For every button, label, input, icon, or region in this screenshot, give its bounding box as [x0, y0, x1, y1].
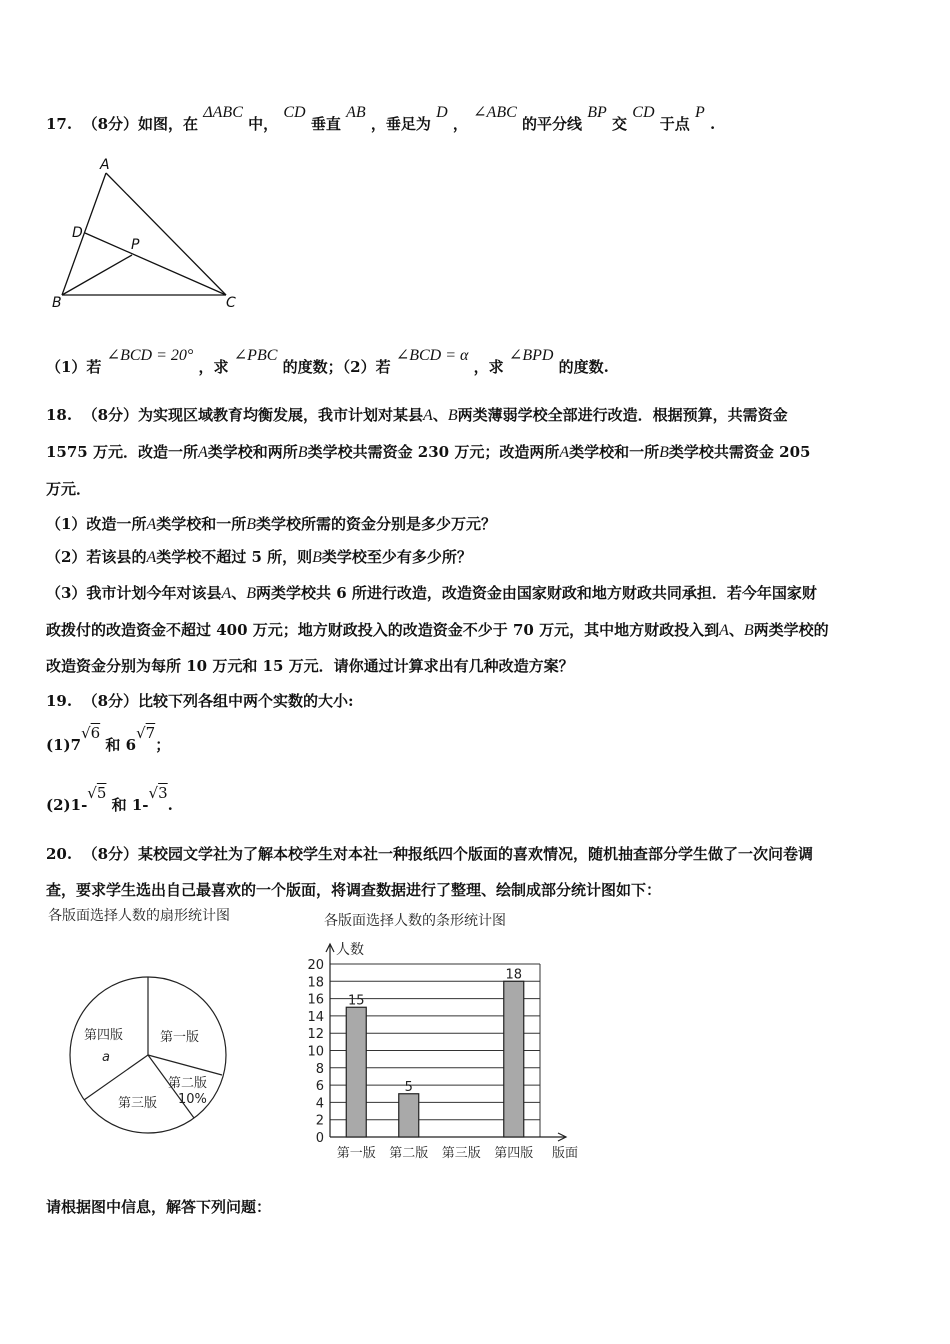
q18-text: 、	[432, 406, 448, 424]
q18-text: 类学校共需资金 205	[668, 443, 811, 461]
q18-score: （8分）	[82, 406, 138, 424]
bar-value-label: 18	[505, 967, 523, 983]
q19-part1: (1)7√6 和 6√7；	[46, 724, 171, 754]
pie-chart	[60, 975, 240, 1135]
q17-text: 中，	[248, 115, 279, 133]
q18-text: 类学校所需的资金分别是多少万元？	[256, 515, 497, 533]
q20-line2: 查，要求学生选出自己最喜欢的一个版面，将调查数据进行了整理、绘制成部分统计图如下：	[46, 881, 662, 899]
x-axis-label: 版面	[552, 1146, 579, 1161]
q19-text: 比较下列各组中两个实数的大小:	[138, 692, 354, 710]
side-ab	[62, 173, 106, 295]
q18-math: A	[559, 444, 570, 461]
q18-math: B	[246, 516, 257, 533]
q17-text: 如图，在	[138, 115, 199, 133]
q18-math: B	[743, 622, 754, 639]
q18-math: B	[659, 444, 669, 461]
q18-line1	[46, 404, 788, 425]
y-tick-label: 10	[307, 1044, 324, 1060]
q17-math: CD	[283, 104, 306, 121]
q17-math: D	[436, 104, 448, 121]
pie-label-third: 第三版	[118, 1096, 158, 1111]
label-c: C	[226, 295, 236, 311]
y-axis-label: 人数	[336, 942, 364, 958]
q19-title	[46, 690, 354, 711]
x-tick-label: 第一版	[336, 1146, 376, 1161]
q17-math: ΔABC	[203, 104, 243, 121]
q17-sub-text: （1）若	[46, 358, 102, 376]
q18-text: 类学校不超过 5 所，则	[156, 548, 313, 566]
q18-math: A	[146, 516, 157, 533]
y-tick-label: 18	[307, 975, 324, 991]
label-b: B	[52, 295, 62, 311]
pie-label-fourth-var: a	[102, 1050, 110, 1065]
q18-part3-line1	[46, 582, 817, 603]
q18-text: 两类学校共 6 所进行改造，改造资金由国家财政和地方财政共同承担．若今年国家财	[256, 584, 817, 602]
q18-text: （3）我市计划今年对该县	[46, 584, 222, 602]
q18-part2	[46, 546, 472, 567]
y-tick-label: 2	[315, 1113, 324, 1129]
q17-sub-math: ∠PBC	[233, 347, 278, 364]
q17-sub-math: ∠BCD = α	[395, 347, 469, 364]
q19-text: (2)1-	[46, 796, 88, 814]
q17-math: P	[695, 104, 705, 121]
bar	[346, 1007, 366, 1137]
q17-math: BP	[587, 104, 607, 121]
q18-math: B	[312, 549, 322, 566]
x-tick-label: 第二版	[389, 1146, 429, 1161]
q17-text: 于点	[659, 115, 690, 133]
q18-line2	[46, 441, 810, 462]
q18-math: A	[221, 585, 232, 602]
pie-label-second: 第二版	[168, 1076, 208, 1091]
q18-part1	[46, 513, 496, 534]
q18-math: A	[423, 407, 433, 424]
q17-sub-text: 的度数；（2）若	[282, 358, 391, 376]
q18-part3-line2	[46, 619, 829, 640]
segment-cd	[85, 233, 226, 295]
q18-math: B	[447, 407, 458, 424]
q17-math: ∠ABC	[473, 104, 517, 121]
q18-math: A	[719, 622, 729, 639]
pie-label-second-pct: 10%	[178, 1092, 207, 1107]
q17-score: （8分）	[82, 115, 138, 133]
y-tick-label: 12	[307, 1027, 324, 1043]
q19-radicand: 6	[90, 724, 101, 742]
bar	[504, 981, 524, 1137]
q18-math: B	[246, 585, 257, 602]
side-ac	[106, 173, 226, 295]
q18-text: 两类学校的	[753, 621, 829, 639]
q17-text: 的平分线	[522, 115, 583, 133]
label-p: P	[131, 237, 140, 253]
y-tick-label: 0	[315, 1131, 324, 1146]
q17-sub-math: ∠BPD	[508, 347, 554, 364]
pie-label-first: 第一版	[160, 1030, 200, 1045]
q18-text: 政拨付的改造资金不超过 400 万元；地方财政投入的改造资金不少于 70 万元，其中地方财政投入到	[46, 621, 720, 639]
q20-footer: 请根据图中信息，解答下列问题：	[46, 1198, 272, 1216]
q20-line1	[46, 843, 813, 864]
q18-text: 类学校和一所	[569, 443, 660, 461]
q19-number: 19.	[46, 692, 73, 710]
y-tick-label: 8	[315, 1061, 324, 1077]
q18-text: 、	[728, 621, 744, 639]
q18-text: 两类薄弱学校全部进行改造．根据预算，共需资金	[457, 406, 788, 424]
q17-subquestions	[46, 347, 609, 377]
q17-sub-text: ，求	[473, 358, 504, 376]
q18-text: （1）改造一所	[46, 515, 147, 533]
q17-line	[46, 104, 716, 134]
bar-chart-title: 各版面选择人数的条形统计图	[324, 913, 506, 929]
pie-chart-title: 各版面选择人数的扇形统计图	[48, 908, 230, 924]
y-tick-label: 4	[315, 1096, 324, 1112]
q17-text: .	[710, 115, 716, 133]
q18-text: 类学校和两所	[207, 443, 298, 461]
label-d: D	[72, 225, 83, 241]
q18-math: B	[297, 444, 308, 461]
y-tick-label: 6	[315, 1079, 324, 1095]
x-tick-label: 第四版	[494, 1146, 534, 1161]
q18-text: （2）若该县的	[46, 548, 147, 566]
q18-part3-line3: 改造资金分别为每所 10 万元和 15 万元．请你通过计算求出有几种改造方案？	[46, 657, 574, 675]
q19-text: 和 6	[105, 736, 137, 754]
bar	[399, 1094, 419, 1137]
q17-sub-text: 的度数.	[558, 358, 609, 376]
q18-text: 1575 万元．改造一所	[46, 443, 198, 461]
label-a: A	[100, 157, 110, 173]
q17-number: 17.	[46, 115, 73, 133]
q18-math: A	[146, 549, 157, 566]
q17-text: ，	[452, 115, 468, 133]
q20-text: 某校园文学社为了解本校学生对本社一种报纸四个版面的喜欢情况，随机抽查部分学生做了一次问卷调	[138, 845, 814, 863]
q18-line3: 万元．	[46, 480, 92, 498]
q19-text: .	[167, 796, 173, 814]
q18-text: 类学校和一所	[156, 515, 247, 533]
q17-math: AB	[346, 104, 366, 121]
q19-radicand: 7	[145, 724, 156, 742]
q17-sub-math: ∠BCD = 20°	[106, 347, 194, 364]
y-tick-label: 16	[307, 992, 324, 1008]
q20-score: （8分）	[82, 845, 138, 863]
x-tick-label: 第三版	[441, 1146, 481, 1161]
q18-text: 类学校至少有多少所？	[321, 548, 472, 566]
pie-label-fourth: 第四版	[84, 1028, 124, 1043]
q17-sub-text: ，求	[198, 358, 229, 376]
q17-text: 垂直	[310, 115, 341, 133]
bar-value-label: 5	[404, 1079, 413, 1095]
q18-number: 18.	[46, 406, 73, 424]
q19-text: (1)7	[46, 736, 82, 754]
y-tick-label: 14	[307, 1009, 324, 1025]
segment-bp	[62, 255, 132, 295]
q19-text: ；	[155, 736, 171, 754]
q19-score: （8分）	[82, 692, 138, 710]
q17-text: ，垂足为	[370, 115, 431, 133]
q20-number: 20.	[46, 845, 73, 863]
q18-math: A	[197, 444, 208, 461]
q19-text: 和 1-	[111, 796, 149, 814]
q18-text: 为实现区域教育均衡发展，我市计划对某县	[138, 406, 424, 424]
q18-text: 、	[231, 584, 247, 602]
bar-value-label: 15	[347, 993, 365, 1009]
q17-text: 交	[612, 115, 628, 133]
bar-chart	[290, 932, 590, 1168]
q18-text: 类学校共需资金 230 万元；改造两所	[307, 443, 560, 461]
q19-radicand: 3	[158, 784, 168, 802]
q17-math: CD	[632, 104, 655, 121]
q19-radicand: 5	[96, 784, 107, 802]
q19-part2: (2)1-√5 和 1-√3.	[46, 784, 173, 814]
triangle-figure	[40, 155, 260, 315]
y-tick-label: 20	[307, 958, 324, 973]
